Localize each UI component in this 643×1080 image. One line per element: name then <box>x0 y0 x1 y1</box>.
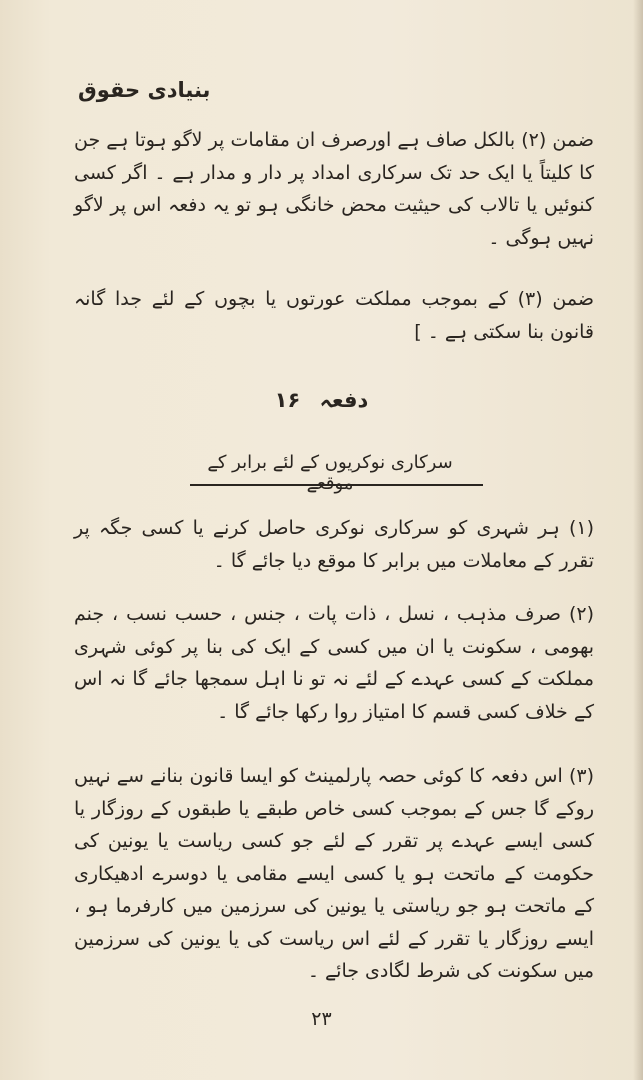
section-heading <box>0 388 643 412</box>
subtitle-underline <box>190 484 483 486</box>
intro-paragraph-2 <box>74 283 594 348</box>
intro-paragraph-1 <box>74 124 594 254</box>
section-subtitle: سرکاری نوکریوں کے لئے برابر کے موقعے <box>207 452 453 494</box>
page-spine-shadow <box>633 0 643 1080</box>
clause-2 <box>74 598 594 728</box>
clause-text: (۳) اس دفعہ کا کوئی حصہ پارلمینٹ کو ایسا قانون بنانے سے نہیں روکے گا جس کے بموجب کسی خاص طبقے یا طبقوں کے روزگار یا کسی ایسے عہدے پر تقرر کے لئے جو کسی ریاست یا یونین کی حکومت کے ماتحت ہو یا کسی ایسے مقامی یا دوسرے ادھیکاری کے ماتحت ہو جو ریاستی یا یونین کی سرزمین میں کارفرما ہو ، ایسے روزگار یا تقرر کے لئے اس ریاست کی یا یونین کی سرزمین میں سکونت کی شرط لگادی جائے ۔ <box>74 765 594 982</box>
clause-1 <box>74 512 594 577</box>
clause-text: (۲) صرف مذہب ، نسل ، ذات پات ، جنس ، حسب نسب ، جنم بھومی ، سکونت یا ان میں کسی کے ایک کی بنا پر کوئی شہری مملکت کے کسی عہدے کے لئے نہ تو نا اہل سمجھا جائے گا نہ اس کے خلاف کسی قسم کا امتیاز روا رکھا جائے گا ۔ <box>74 603 594 723</box>
page-number: ۲۳ <box>311 1008 332 1030</box>
intro-text-2: ضمن (۳) کے بموجب مملکت عورتوں یا بچوں کے لئے جدا گانہ قانون بنا سکتی ہے ۔ ] <box>74 288 594 343</box>
section-number: ۱۶ <box>274 388 301 412</box>
clause-text: (۱) ہر شہری کو سرکاری نوکری حاصل کرنے یا کسی جگہ پر تقرر کے معاملات میں برابر کا موقع دیا جائے گا ۔ <box>74 517 594 572</box>
clause-3 <box>74 760 594 988</box>
intro-text-1: ضمن (۲) بالکل صاف ہے اورصرف ان مقامات پر لاگو ہوتا ہے جن کا کلیتاً یا ایک حد تک سرکاری امداد پر دار و مدار ہے ۔ اگر کسی کنوئیں یا تالاب کی حیثیت محض خانگی ہو تو یہ دفعہ اس پر لاگو نہیں ہوگی ۔ <box>74 129 594 249</box>
section-label: دفعہ <box>319 388 369 412</box>
running-head: بنیادی حقوق <box>78 78 211 102</box>
